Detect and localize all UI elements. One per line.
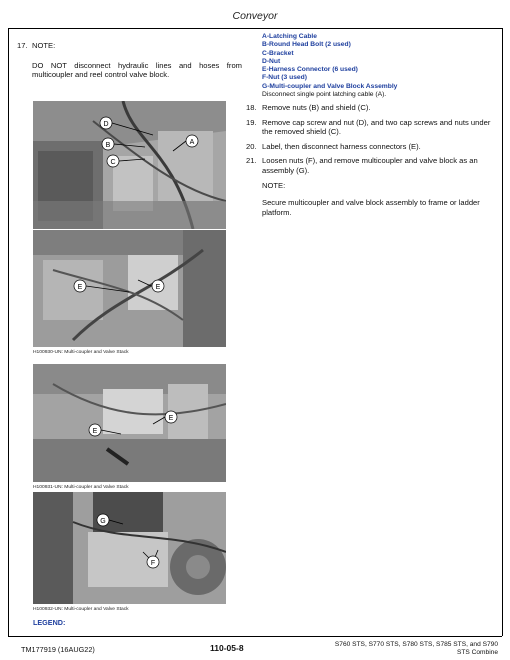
step-text: Remove nuts (B) and shield (C). xyxy=(262,103,371,112)
footer-page-number: 110-05-8 xyxy=(210,643,244,653)
step-item xyxy=(246,118,494,137)
svg-text:D: D xyxy=(103,121,109,128)
note-label: NOTE: xyxy=(32,41,56,50)
legend-item[interactable]: G-Multi-coupler and Valve Block Assembly xyxy=(262,82,398,90)
svg-text:B: B xyxy=(105,142,111,149)
note-label: NOTE: xyxy=(262,180,286,190)
footer-models xyxy=(298,641,498,658)
figure-illustration xyxy=(33,230,226,347)
svg-text:E: E xyxy=(77,284,83,291)
svg-text:F: F xyxy=(150,560,156,567)
svg-text:E: E xyxy=(168,415,174,422)
callout-e xyxy=(89,424,101,436)
legend-instruction: Disconnect single point latching cable (A). xyxy=(262,91,387,99)
step-item xyxy=(246,156,494,175)
legend-item[interactable]: B-Round Head Bolt (2 used) xyxy=(262,41,351,49)
step-17 xyxy=(17,41,242,80)
figure-caption: H100930-UN: Multi-coupler and Valve Stack xyxy=(33,350,129,355)
legend-item[interactable]: E-Harness Connector (6 used) xyxy=(262,66,358,74)
figure-photo xyxy=(33,230,226,347)
legend-list xyxy=(262,33,497,99)
left-border xyxy=(8,28,9,636)
callout-d xyxy=(100,117,112,129)
figure-caption: H100932-UN: Multi-coupler and Valve Stack xyxy=(33,607,129,612)
step-text: Label, then disconnect harness connectors (E). xyxy=(262,141,421,151)
step-number: 19. xyxy=(246,117,257,127)
right-border xyxy=(502,28,503,636)
callout-e xyxy=(152,280,164,292)
legend-item[interactable]: A-Latching Cable xyxy=(262,33,317,40)
step-number: 21. xyxy=(246,156,257,166)
figure-photo xyxy=(33,364,226,482)
footer-rule xyxy=(8,636,502,637)
step-text: Loosen nuts (F), and remove multicoupler and valve block as an assembly (G). xyxy=(262,156,478,175)
svg-text:G: G xyxy=(100,518,106,525)
svg-text:E: E xyxy=(155,284,161,291)
step-number: 20. xyxy=(246,141,257,151)
callout-c xyxy=(107,155,119,167)
callout-e xyxy=(165,411,177,423)
footer-models-line: S760 STS, S770 STS, S780 STS, S785 STS, and S790 xyxy=(334,641,498,648)
footer-models-line: STS Combine xyxy=(456,649,498,657)
figure-caption: H100931-UN: Multi-coupler and Valve Stack xyxy=(33,485,129,490)
procedure-steps xyxy=(246,103,494,217)
svg-text:C: C xyxy=(110,159,116,166)
svg-text:A: A xyxy=(189,139,195,146)
step-number: 18. xyxy=(246,103,257,112)
figure-illustration xyxy=(33,364,226,482)
legend-item[interactable]: D-Nut xyxy=(262,57,281,65)
figure-photo xyxy=(33,492,226,604)
legend-link[interactable]: LEGEND: xyxy=(33,618,66,627)
step-text: Remove cap screw and nut (D), and two cap screws and nuts under the removed shield (C). xyxy=(262,117,491,137)
note-text: Secure multicoupler and valve block assembly to frame or ladder platform. xyxy=(262,198,480,217)
page-header-title: Conveyor xyxy=(232,10,278,22)
step-item xyxy=(246,142,494,152)
footer-doc-id: TM177919 (16AUG22) xyxy=(21,645,95,654)
legend-item[interactable]: C-Bracket xyxy=(262,49,294,57)
figure-illustration xyxy=(33,492,226,604)
step-item xyxy=(246,103,494,113)
callout-f xyxy=(147,556,159,568)
callout-e xyxy=(74,280,86,292)
legend-item[interactable]: F-Nut (3 used) xyxy=(262,74,307,82)
callout-g xyxy=(97,514,109,526)
svg-text:E: E xyxy=(92,428,98,435)
callout-b xyxy=(102,138,114,150)
callout-a xyxy=(186,135,198,147)
step-number: 17. xyxy=(17,41,28,50)
figure-illustration xyxy=(33,101,226,229)
header-rule xyxy=(8,28,502,29)
note-text: DO NOT disconnect hydraulic lines and hoses from multicoupler and reel control valve block. xyxy=(32,60,242,80)
figure-photo xyxy=(33,101,226,229)
